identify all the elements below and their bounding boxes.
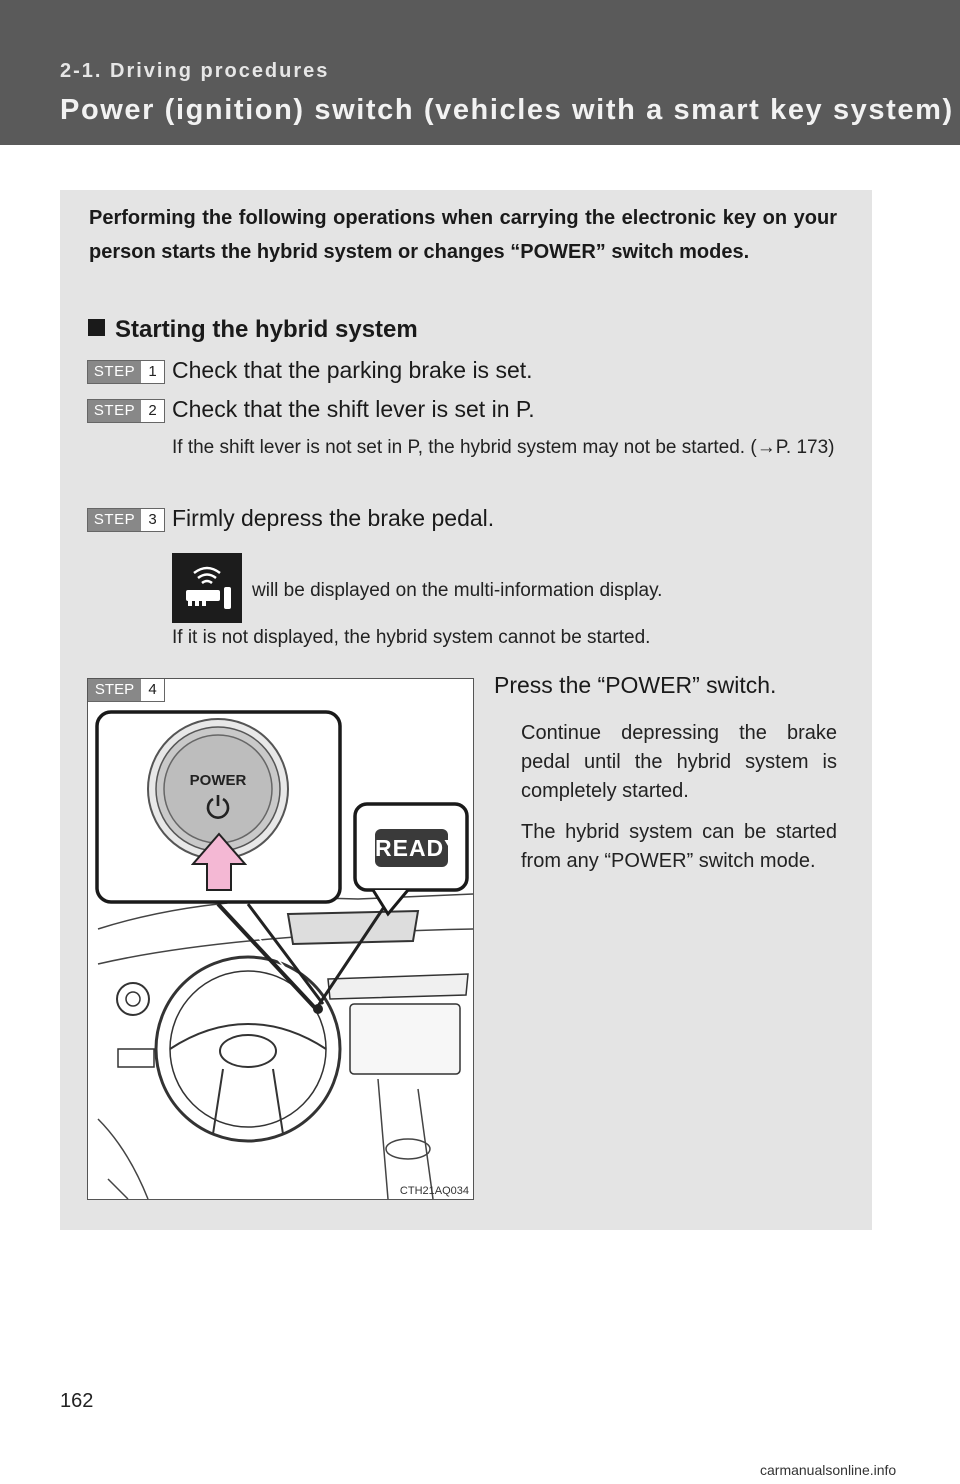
page-number: 162 (60, 1390, 94, 1412)
step-2-text: Check that the shift lever is set in P. (172, 396, 535, 422)
intro-text: Performing the following operations when carrying the electronic key on your person starts the hybrid system or changes “POWER” switch modes. (89, 207, 837, 263)
step-badge-label: STEP (88, 509, 141, 531)
illustration-code: CTH21AQ034 (399, 1185, 469, 1197)
watermark: carmanualsonline.info (760, 1462, 897, 1478)
step-badge-3 (87, 508, 165, 532)
step-badge-label: STEP (88, 679, 141, 701)
step-1-text: Check that the parking brake is set. (172, 357, 533, 383)
ready-label: READY (375, 835, 461, 861)
step-badge-label: STEP (88, 400, 141, 422)
step-badge-number: 4 (148, 681, 157, 698)
dashboard-illustration (87, 678, 474, 1200)
section-label: 2-1. Driving procedures (60, 60, 330, 82)
step-badge-4 (88, 679, 165, 702)
page-title: Power (ignition) switch (vehicles with a smart key system) (60, 94, 954, 126)
square-bullet-icon (88, 319, 105, 336)
step-badge-2 (87, 399, 165, 423)
step-badge-number: 1 (148, 363, 157, 380)
page-header (0, 0, 960, 145)
step-4-text: Press the “POWER” switch. (494, 672, 777, 698)
step-3-text: Firmly depress the brake pedal. (172, 505, 495, 531)
push-arrow-icon (191, 832, 247, 892)
key-brake-indicator-icon (172, 553, 242, 623)
step-3-note: If it is not displayed, the hybrid system cannot be started. (172, 627, 651, 648)
indicator-note: will be displayed on the multi-information display. (252, 580, 663, 601)
step-badge-1 (87, 360, 165, 384)
step-4-note-1: Continue depressing the brake pedal until the hybrid system is completely started. (521, 722, 837, 802)
step-4-note-2: The hybrid system can be started from any “POWER” switch mode. (521, 821, 837, 872)
step-badge-label: STEP (88, 361, 141, 383)
subheading (88, 316, 418, 344)
step-badge-number: 3 (148, 511, 157, 528)
power-label: POWER (189, 772, 247, 789)
subheading-text: Starting the hybrid system (115, 316, 418, 343)
step-2-note: If the shift lever is not set in P, the hybrid system may not be started. (→P. 173) (172, 437, 835, 458)
step-badge-number: 2 (148, 402, 157, 419)
power-symbol-icon (204, 793, 232, 821)
